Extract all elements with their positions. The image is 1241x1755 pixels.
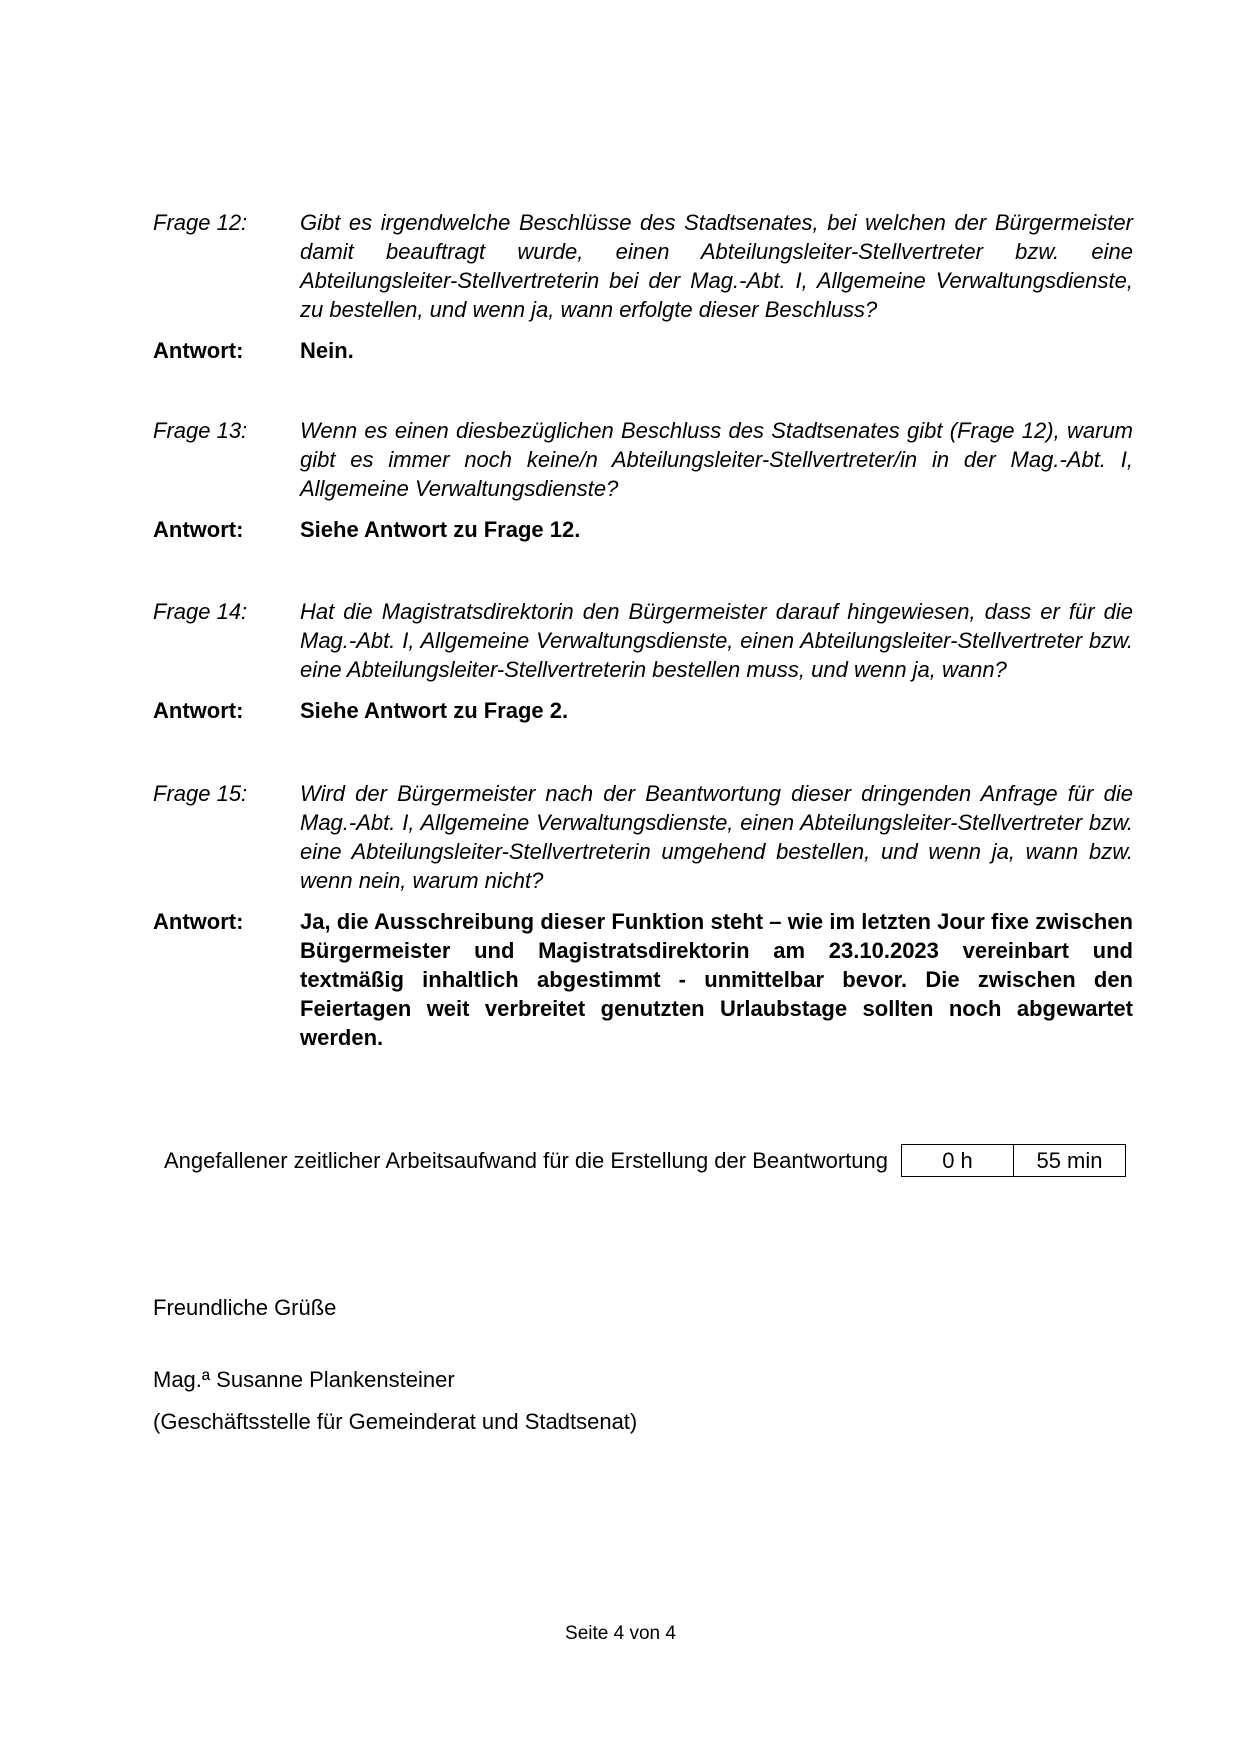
answer-text: Siehe Antwort zu Frage 2. xyxy=(300,698,569,723)
question-block-15 xyxy=(153,779,1133,1052)
question-label: Frage 15: xyxy=(153,781,248,806)
question-label: Frage 13: xyxy=(153,418,248,443)
question-block-13 xyxy=(153,416,1133,544)
answer-label: Antwort: xyxy=(153,698,244,723)
answer-text: Siehe Antwort zu Frage 12. xyxy=(300,517,581,542)
question-text: Wenn es einen diesbezüglichen Beschluss des Stadtsenates gibt (Frage 12), warum gibt es immer noch keine/n Abteilungsleiter-Stellvertreter/in in der Mag.-Abt. I, Allgemeine Verwaltungsdienste? xyxy=(300,418,1133,501)
question-block-14 xyxy=(153,597,1133,725)
question-row xyxy=(153,779,1133,895)
question-block-12 xyxy=(153,208,1133,365)
greeting: Freundliche Grüße xyxy=(153,1295,337,1320)
effort-table xyxy=(901,1144,1126,1177)
answer-label: Antwort: xyxy=(153,909,244,934)
effort-hours: 0 h xyxy=(942,1148,973,1173)
question-row xyxy=(153,208,1133,324)
question-label: Frage 12: xyxy=(153,210,248,235)
answer-text: Ja, die Ausschreibung dieser Funktion steht – wie im letzten Jour fixe zwischen Bürgermeister und Magistratsdirektorin am 23.10.2023 vereinbart und textmäßig inhaltlich abgestimmt - unmittelbar bevor. Die zwischen den Feiertagen weit verbreitet genutzten Urlaubstage sollten noch abgewartet werden. xyxy=(300,909,1133,1050)
question-text: Wird der Bürgermeister nach der Beantwortung dieser dringenden Anfrage für die Mag.-Abt. I, Allgemeine Verwaltungsdienste, einen Abteilungsleiter-Stellvertreter bzw. eine Abteilungsleiter-Stellvertreterin umgehend bestellen, und wenn ja, wann bzw. wenn nein, warum nicht? xyxy=(300,781,1133,893)
answer-text: Nein. xyxy=(300,338,354,363)
answer-label: Antwort: xyxy=(153,517,244,542)
signatory-department: (Geschäftsstelle für Gemeinderat und Stadtsenat) xyxy=(153,1409,638,1434)
answer-row xyxy=(153,696,1133,725)
answer-row xyxy=(153,336,1133,365)
effort-minutes: 55 min xyxy=(1013,1145,1125,1176)
answer-row xyxy=(153,907,1133,1052)
question-text: Hat die Magistratsdirektorin den Bürgermeister darauf hingewiesen, dass er für die Mag.-Abt. I, Allgemeine Verwaltungsdienste, einen Abteilungsleiter-Stellvertreter bzw. eine Abteilungsleiter-Stellvertreterin bestellen muss, und wenn ja, wann? xyxy=(300,599,1133,682)
signatory-name: Mag.ª Susanne Plankensteiner xyxy=(153,1367,455,1392)
effort-line xyxy=(164,1144,1126,1177)
question-label: Frage 14: xyxy=(153,599,248,624)
question-row xyxy=(153,597,1133,684)
page-number: Seite 4 von 4 xyxy=(565,1623,676,1644)
effort-label: Angefallener zeitlicher Arbeitsaufwand für die Erstellung der Beantwortung xyxy=(164,1148,888,1173)
answer-row xyxy=(153,515,1133,544)
question-row xyxy=(153,416,1133,503)
question-text: Gibt es irgendwelche Beschlüsse des Stadtsenates, bei welchen der Bürgermeister damit beauftragt wurde, einen Abteilungsleiter-Stellvertreter bzw. eine Abteilungsleiter-Stellvertreterin bei der Mag.-Abt. I, Allgemeine Verwaltungsdienste, zu bestellen, und wenn ja, wann erfolgte dieser Beschluss? xyxy=(300,210,1133,322)
answer-label: Antwort: xyxy=(153,338,244,363)
